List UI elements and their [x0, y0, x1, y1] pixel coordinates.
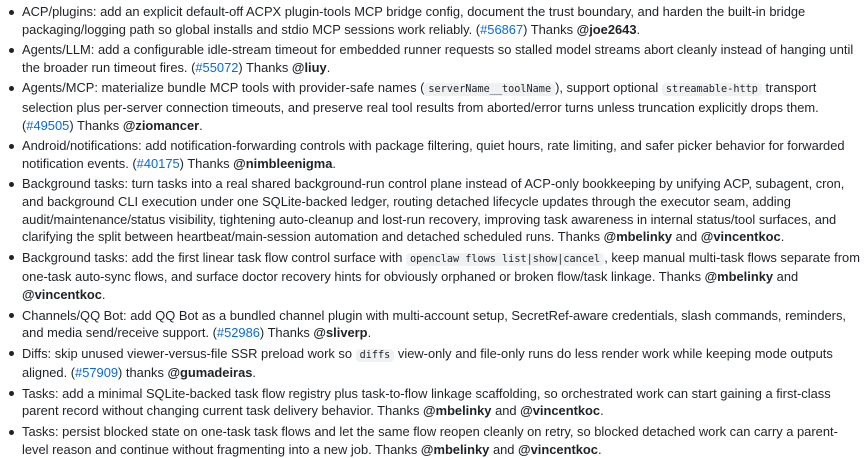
user-mention[interactable]: @mbelinky — [420, 441, 490, 457]
user-mention[interactable]: @gumadeiras — [167, 365, 253, 381]
list-item: Agents/MCP: materialize bundle MCP tools with provider-safe names ( serverName__toolName ), support optional streamable-http transport selection plus per-server connection timeouts, and preserve real tool results from aborted/error turns unless truncation explicitly drops them. (#49505) Thanks @ziomancer. — [0, 79, 865, 134]
pr-link[interactable]: #57909 — [75, 365, 119, 381]
pr-link[interactable]: #40175 — [136, 155, 180, 171]
list-item: Background tasks: turn tasks into a real shared background-run control plane instead of ACP-only bookkeeping by unifying ACP, subagent, cron, and background CLI execution under one SQLite-backed ledger, routing detached lifecycle updates through the executor seam, adding audit/maintenance/status visibility, tightening auto-cleanup and lost-run recovery, improving task awareness in internal status/tool surfaces, and clarifying the split between heartbeat/main-session automation and detached scheduled runs. Thanks @mbelinky and @vincentkoc. — [0, 175, 865, 245]
user-mention[interactable]: @liuy — [291, 59, 327, 75]
inline-code: serverName__toolName — [424, 83, 555, 96]
inline-code: diffs — [356, 349, 395, 362]
list-item: Tasks: add a minimal SQLite-backed task flow registry plus task-to-flow linkage scaffolding, so orchestrated work can start gaining a first-class parent record without changing current task delivery behavior. Thanks @mbelinky and @vincentkoc. — [0, 385, 865, 420]
pr-link[interactable]: #49505 — [26, 117, 70, 133]
list-item: Background tasks: add the first linear task flow control surface with openclaw flows list|show|cancel , keep manual multi-task flows separate from one-task auto-sync flows, and surface doctor recovery hints for obviously orphaned or broken flow/task linkage. Thanks @mbelinky and @vincentkoc. — [0, 249, 865, 304]
user-mention[interactable]: @vincentkoc — [520, 403, 601, 419]
list-item: Agents/LLM: add a configurable idle-stream timeout for embedded runner requests so stalled model streams abort cleanly instead of hanging until the broader run timeout fires. (#55072) Thanks @liuy. — [0, 41, 865, 76]
pr-link[interactable]: #52986 — [216, 325, 260, 341]
list-item: Tasks: persist blocked state on one-task task flows and let the same flow reopen cleanly on retry, so blocked detached work can carry a parent-level reason and continue without fragmenting into a new job. Thanks @mbelinky and @vincentkoc. — [0, 423, 865, 458]
user-mention[interactable]: @mbelinky — [704, 269, 774, 285]
user-mention[interactable]: @joe2643 — [576, 21, 637, 37]
list-item: ACP/plugins: add an explicit default-off ACPX plugin-tools MCP bridge config, document the trust boundary, and harden the built-in bridge packaging/logging path so global installs and stdio MCP sessions work reliably. (#56867) Thanks @joe2643. — [0, 3, 865, 38]
pr-link[interactable]: #56867 — [480, 21, 524, 37]
user-mention[interactable]: @sliverp — [313, 325, 368, 341]
user-mention[interactable]: @ziomancer — [122, 117, 200, 133]
user-mention[interactable]: @vincentkoc — [22, 286, 102, 302]
user-mention[interactable]: @vincentkoc — [518, 441, 598, 457]
user-mention[interactable]: @mbelinky — [603, 229, 673, 245]
pr-link[interactable]: #55072 — [195, 59, 239, 75]
user-mention[interactable]: @mbelinky — [423, 403, 492, 419]
user-mention[interactable]: @nimbleenigma — [233, 155, 333, 171]
inline-code: streamable-http — [662, 83, 762, 96]
inline-code: openclaw flows list|show|cancel — [406, 253, 604, 266]
list-item: Channels/QQ Bot: add QQ Bot as a bundled channel plugin with multi-account setup, SecretRef-aware credentials, slash commands, reminders, and media send/receive support. (#52986) Thanks @sliverp. — [0, 307, 865, 342]
list-item: Android/notifications: add notification-forwarding controls with package filtering, quiet hours, rate limiting, and safer picker behavior for forwarded notification events. (#40175) Thanks @nimbleenigma. — [0, 137, 865, 172]
user-mention[interactable]: @vincentkoc — [700, 229, 781, 245]
list-item: Diffs: skip unused viewer-versus-file SSR preload work so diffs view-only and file-only runs do less render work while keeping mode outputs aligned. (#57909) thanks @gumadeiras. — [0, 345, 865, 382]
release-notes-list — [0, 3, 865, 458]
